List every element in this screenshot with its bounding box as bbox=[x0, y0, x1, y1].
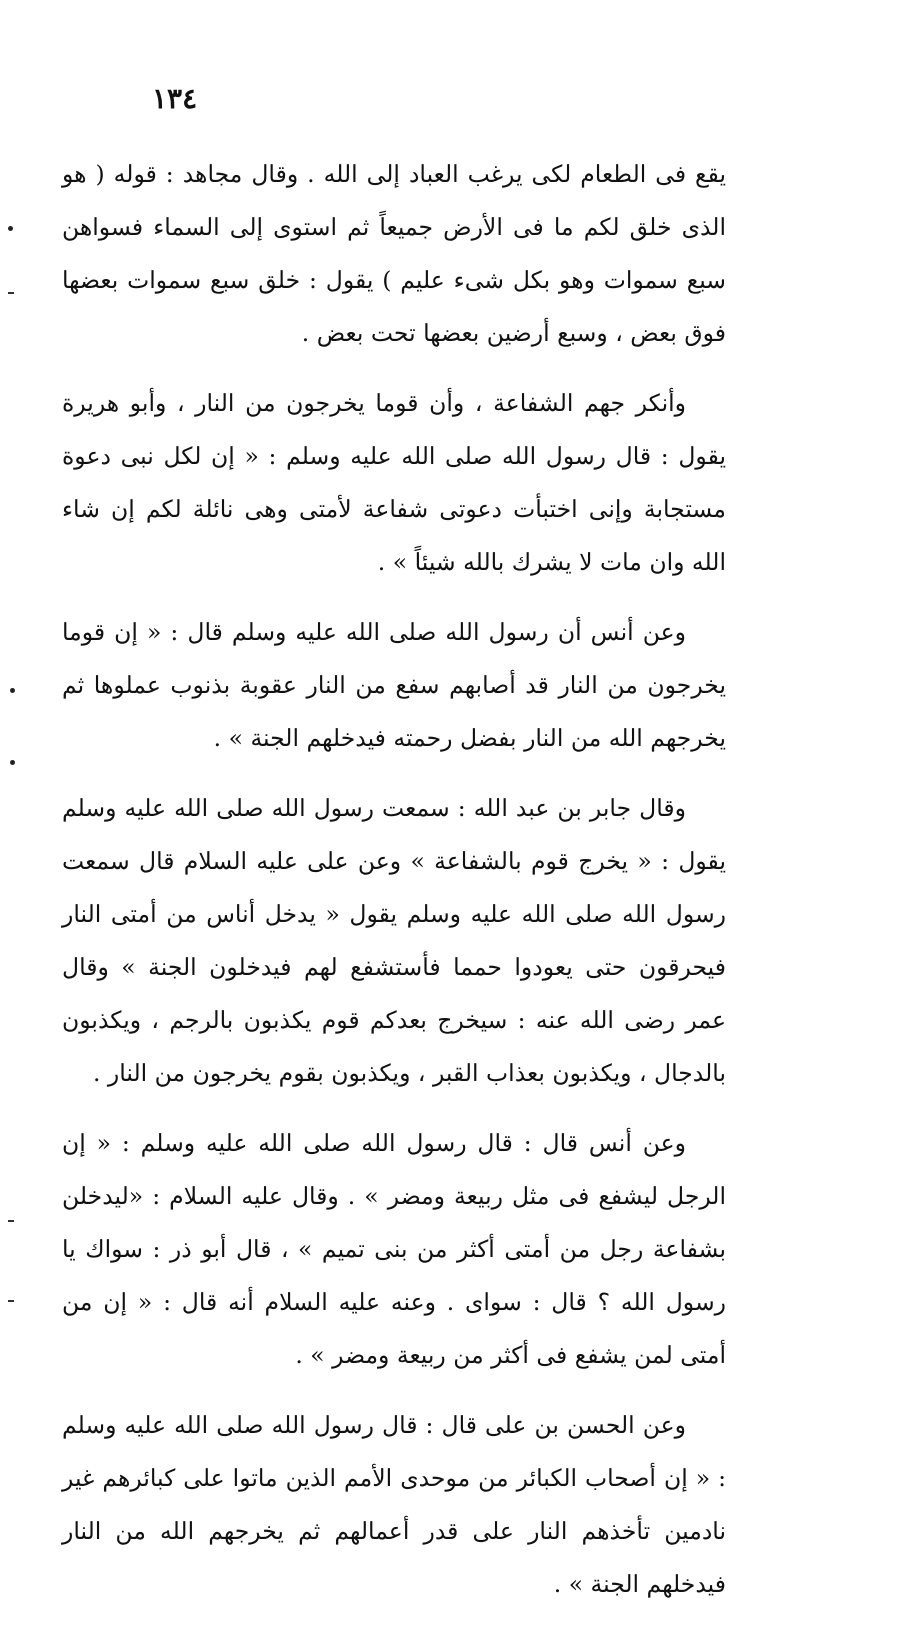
paragraph-1: يقع فى الطعام لكى يرغب العباد إلى الله . وقال مجاهد : قوله ( هو الذى خلق لكم ما فى الأرض جميعاً ثم استوى إلى السماء فسواهن سبع سموات وهو بكل شىء عليم ) يقول : خلق سبع سموات بعضها فوق بعض ، وسبع أرضين بعضها تحت بعض . bbox=[62, 160, 726, 347]
paragraph-6: وعن الحسن بن على قال : قال رسول الله صلى الله عليه وسلم : « إن أصحاب الكبائر من موحدى الأمم الذين ماتوا على كبائرهم غير نادمين تأخذهم النار على قدر أعمالهم ثم يخرجهم الله من النار فيدخلهم الجنة » . bbox=[62, 1411, 726, 1598]
paragraph-5: وعن أنس قال : قال رسول الله صلى الله عليه وسلم : « إن الرجل ليشفع فى مثل ربيعة ومضر » . وقال عليه السلام : «ليدخلن بشفاعة رجل من أمتى أكثر من بنى تميم » ، قال أبو ذر : سواك يا رسول الله ؟ قال : سواى . وعنه عليه السلام أنه قال : « إن من أمتى لمن يشفع فى أكثر من ربيعة ومضر » . bbox=[62, 1129, 726, 1369]
paragraph-2: وأنكر جهم الشفاعة ، وأن قوما يخرجون من النار ، وأبو هريرة يقول : قال رسول الله صلى الله عليه وسلم : « إن لكل نبى دعوة مستجابة وإنى اختبأت دعوتى شفاعة لأمتى وهى نائلة لكم إن شاء الله وان مات لا يشرك بالله شيئاً » . bbox=[62, 389, 726, 576]
margin-speck bbox=[8, 292, 14, 294]
margin-speck bbox=[10, 688, 15, 693]
margin-speck bbox=[8, 1300, 14, 1302]
page-number: ١٣٤ bbox=[152, 82, 198, 115]
body-text bbox=[62, 148, 726, 1628]
paragraph-3: وعن أنس أن رسول الله صلى الله عليه وسلم قال : « إن قوما يخرجون من النار قد أصابهم سفع من النار عقوبة بذنوب عملوها ثم يخرجهم الله من النار بفضل رحمته فيدخلهم الجنة » . bbox=[62, 618, 726, 752]
margin-speck bbox=[8, 226, 13, 231]
margin-speck bbox=[10, 760, 15, 765]
margin-speck bbox=[8, 1220, 14, 1222]
paragraph-4: وقال جابر بن عبد الله : سمعت رسول الله صلى الله عليه وسلم يقول : « يخرج قوم بالشفاعة » وعن على عليه السلام قال سمعت رسول الله صلى الله عليه وسلم يقول « يدخل أناس من أمتى النار فيحرقون حتى يعودوا حمما فأستشفع لهم فيدخلون الجنة » وقال عمر رضى الله عنه : سيخرج بعدكم قوم يكذبون بالرجم ، ويكذبون بالدجال ، ويكذبون بعذاب القبر ، ويكذبون بقوم يخرجون من النار . bbox=[62, 794, 726, 1087]
